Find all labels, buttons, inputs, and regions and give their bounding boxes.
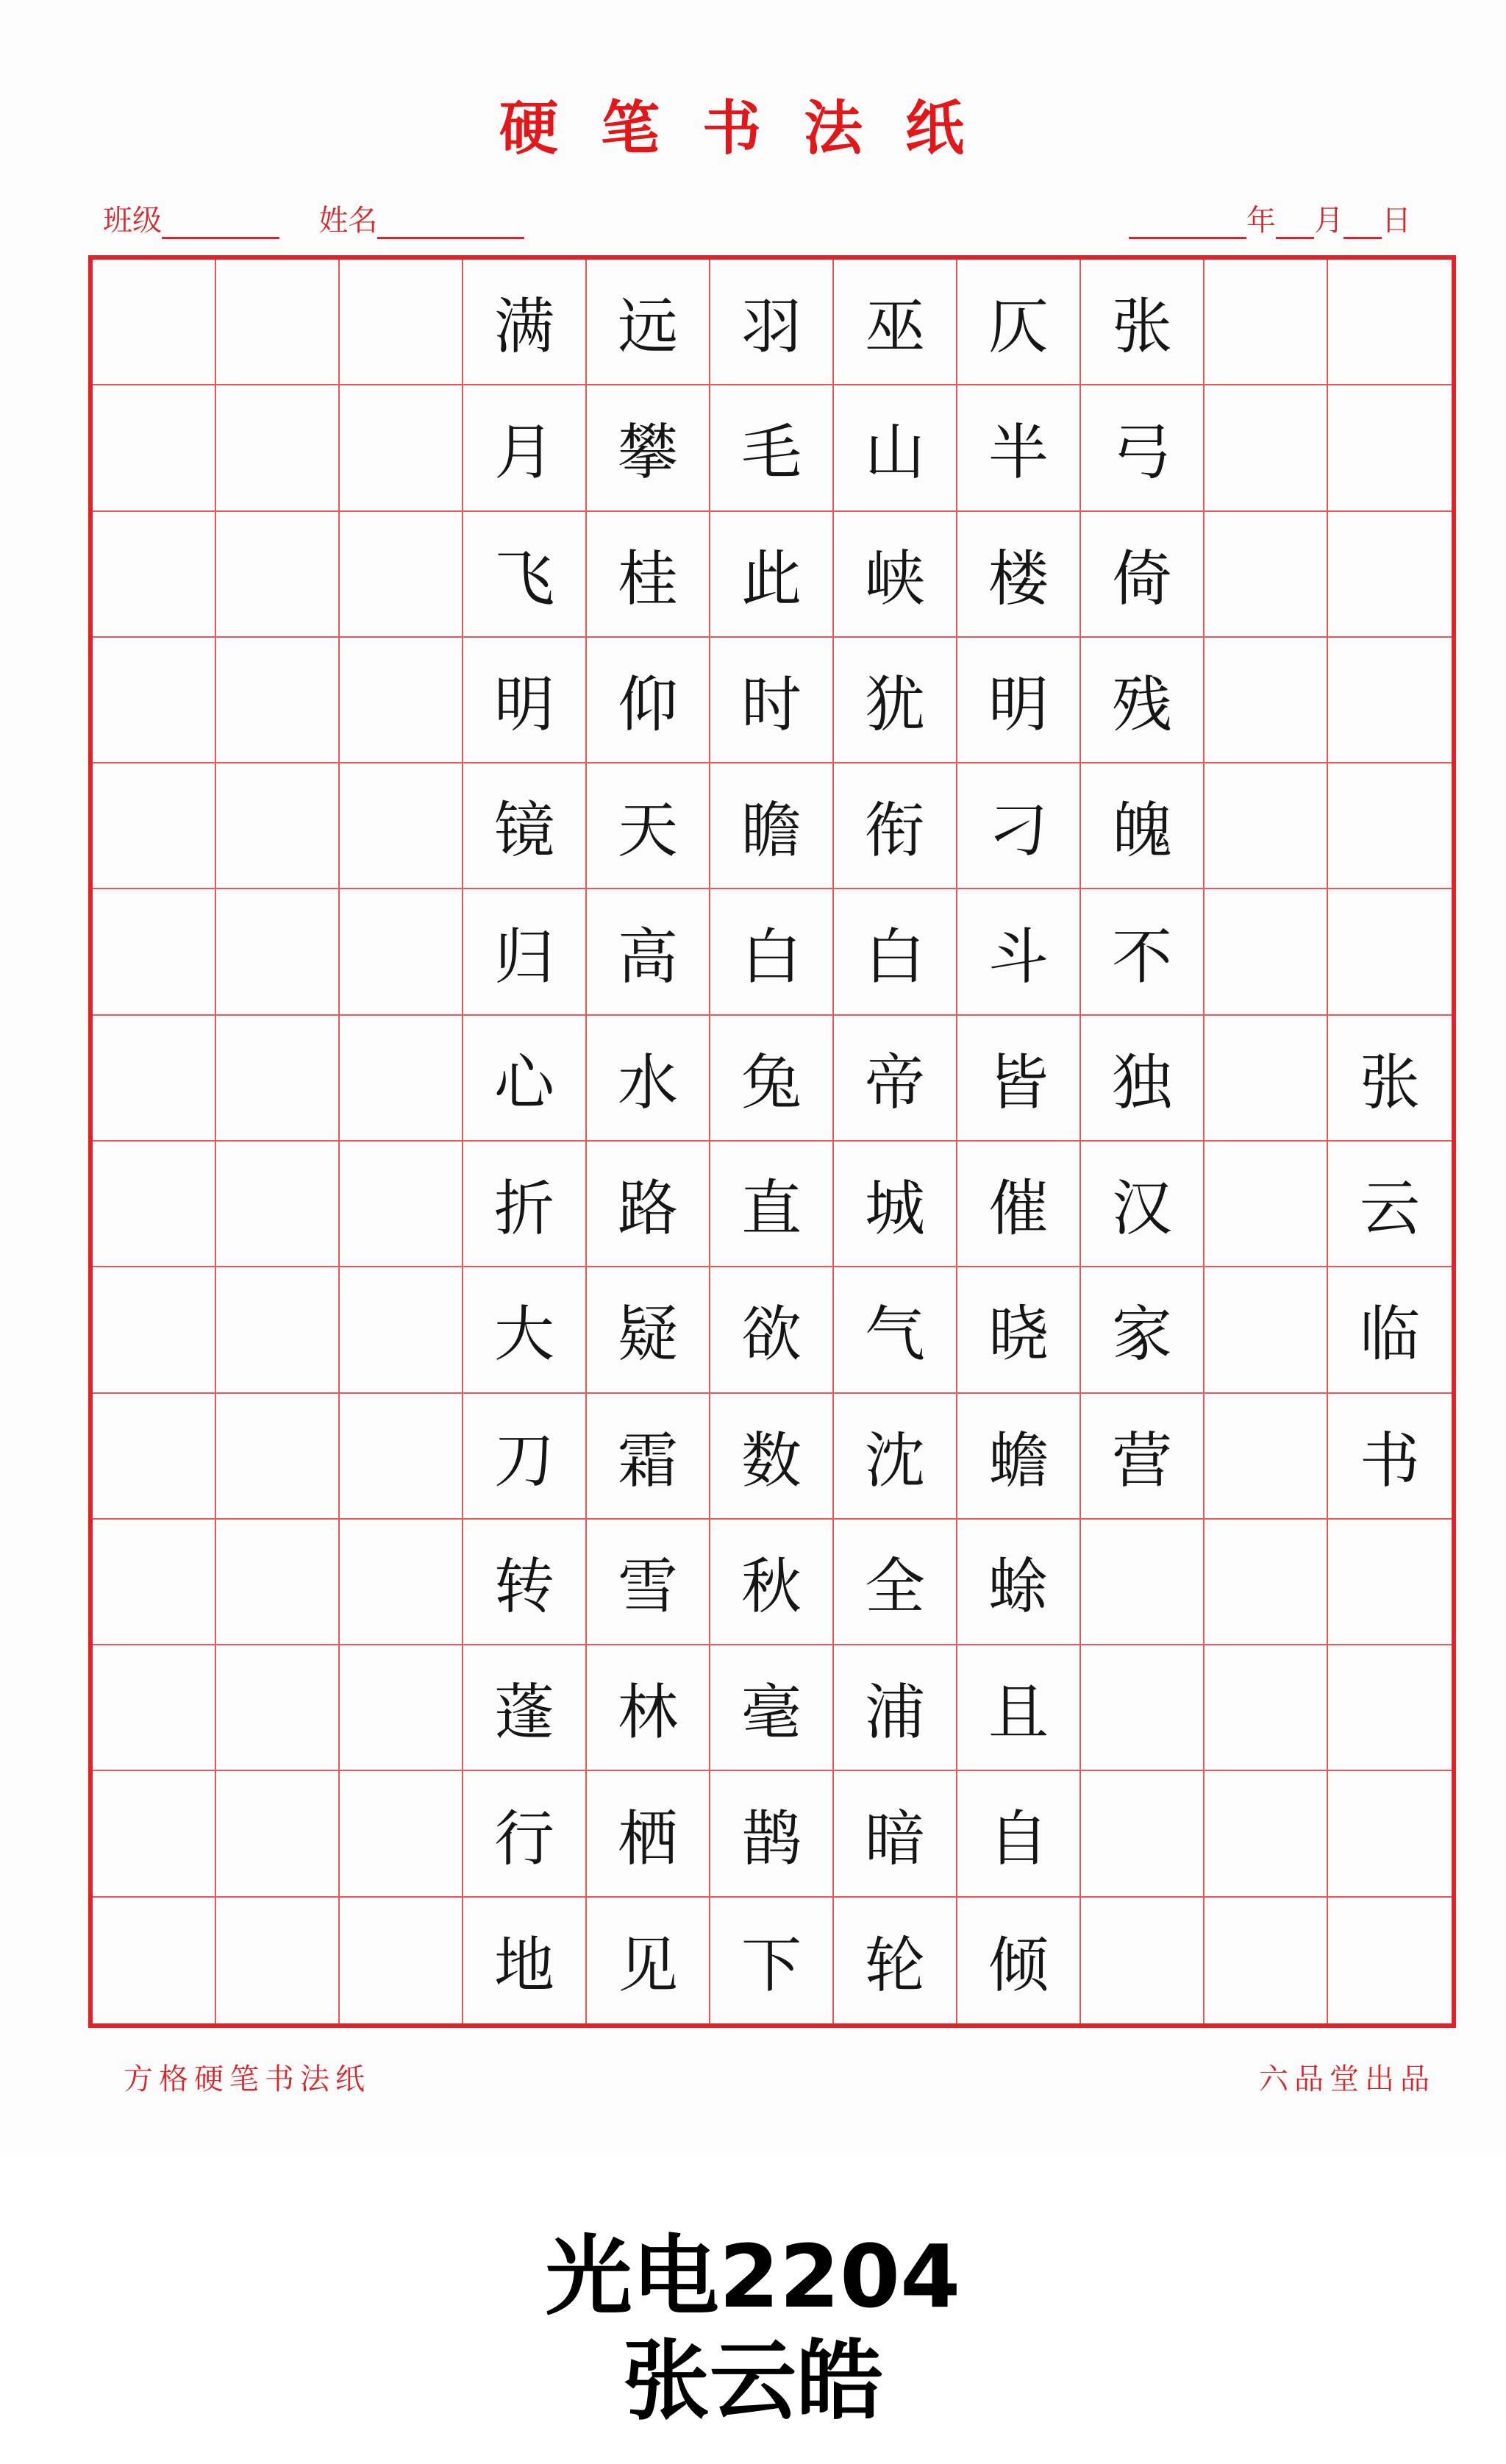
class-blank: [162, 210, 279, 239]
grid-cell: [93, 260, 216, 385]
grid-cell: 轮: [834, 1898, 957, 2023]
grid-cell: 折: [463, 1142, 587, 1267]
grid-cell: 峡: [834, 512, 957, 638]
grid-cell: [93, 1394, 216, 1520]
grid-cell: 白: [834, 889, 957, 1015]
grid-cell: [216, 638, 340, 763]
grid-cell: 秋: [710, 1520, 834, 1645]
grid-cell: [1328, 638, 1452, 763]
grid-cell: 残: [1081, 638, 1205, 763]
grid-cell: 张: [1328, 1016, 1452, 1142]
grid-cell: 犹: [834, 638, 957, 763]
grid-cell: 白: [710, 889, 834, 1015]
grid-cell: [216, 1016, 340, 1142]
grid-cell: 自: [957, 1771, 1081, 1897]
grid-cell: [340, 1520, 463, 1645]
grid-cell: [93, 763, 216, 889]
grid-cell: 远: [587, 260, 710, 385]
grid-cell: [340, 1645, 463, 1771]
grid-cell: [216, 1771, 340, 1897]
grid-cell: 明: [463, 638, 587, 763]
day-label: 日: [1382, 204, 1411, 238]
grid-cell: 霜: [587, 1394, 710, 1520]
grid-cell: 弓: [1081, 385, 1205, 511]
grid-cell: [1205, 385, 1328, 511]
grid-cell: [93, 638, 216, 763]
grid-cell: [1205, 512, 1328, 638]
grid-cell: [93, 512, 216, 638]
footer-right: 六品堂出品: [1259, 2062, 1435, 2096]
grid-cell: [1328, 260, 1452, 385]
grid-cell: [1205, 1645, 1328, 1771]
grid-cell: [340, 1267, 463, 1393]
grid-cell: 大: [463, 1267, 587, 1393]
grid-cell: [93, 1645, 216, 1771]
grid-cell: 疑: [587, 1267, 710, 1393]
grid-cell: 见: [587, 1898, 710, 2023]
grid-cell: 皆: [957, 1016, 1081, 1142]
grid-cell: 转: [463, 1520, 587, 1645]
grid-cell: 不: [1081, 889, 1205, 1015]
grid-cell: 山: [834, 385, 957, 511]
grid-cell: 全: [834, 1520, 957, 1645]
grid-cell: [340, 1016, 463, 1142]
grid-cell: [216, 260, 340, 385]
month-blank: [1276, 210, 1314, 239]
name-label: 姓名: [318, 204, 378, 238]
grid-cell: 心: [463, 1016, 587, 1142]
grid-cell: [216, 1267, 340, 1393]
grid-cell: 刁: [957, 763, 1081, 889]
grid-cell: 倚: [1081, 512, 1205, 638]
grid-cell: 刀: [463, 1394, 587, 1520]
grid-cell: 催: [957, 1142, 1081, 1267]
grid-cell: 浦: [834, 1645, 957, 1771]
grid-cell: [1205, 638, 1328, 763]
grid-cell: 倾: [957, 1898, 1081, 2023]
grid-cell: [93, 1771, 216, 1897]
grid-cell: 水: [587, 1016, 710, 1142]
grid-cell: 明: [957, 638, 1081, 763]
grid-cell: 林: [587, 1645, 710, 1771]
grid-cell: [216, 1142, 340, 1267]
caption-name: 张云皓: [622, 2330, 883, 2432]
grid-cell: [1205, 1016, 1328, 1142]
grid-cell: 栖: [587, 1771, 710, 1897]
year-label: 年: [1246, 204, 1276, 238]
month-label: 月: [1314, 204, 1343, 238]
grid-cell: 且: [957, 1645, 1081, 1771]
grid-cell: [1328, 763, 1452, 889]
grid-cell: 汉: [1081, 1142, 1205, 1267]
grid-cell: [340, 763, 463, 889]
grid-cell: [340, 1771, 463, 1897]
grid-cell: 沈: [834, 1394, 957, 1520]
grid-cell: [1328, 385, 1452, 511]
grid-cell: 城: [834, 1142, 957, 1267]
grid-cell: 书: [1328, 1394, 1452, 1520]
grid-cell: 桂: [587, 512, 710, 638]
grid-cell: [93, 1520, 216, 1645]
grid-cell: [1328, 1771, 1452, 1897]
grid-cell: 蓬: [463, 1645, 587, 1771]
day-blank: [1343, 210, 1382, 239]
paper-title: 硬笔书法纸: [499, 93, 1007, 163]
grid-cell: [1205, 1771, 1328, 1897]
grid-cell: 魄: [1081, 763, 1205, 889]
grid-cell: [216, 1898, 340, 2023]
grid-cell: [1081, 1898, 1205, 2023]
grid-cell: 营: [1081, 1394, 1205, 1520]
grid-cell: 雪: [587, 1520, 710, 1645]
grid-cell: 仄: [957, 260, 1081, 385]
grid-cell: 行: [463, 1771, 587, 1897]
grid-cell: 巫: [834, 260, 957, 385]
grid-cell: 此: [710, 512, 834, 638]
footer-left: 方格硬笔书法纸: [124, 2062, 371, 2096]
grid-cell: [1081, 1520, 1205, 1645]
grid-cell: 路: [587, 1142, 710, 1267]
grid-cell: [340, 385, 463, 511]
grid-cell: [1328, 1520, 1452, 1645]
name-blank: [377, 210, 524, 239]
caption-class: 光电2204: [545, 2226, 961, 2327]
grid-cell: [93, 889, 216, 1015]
grid-cell: 镜: [463, 763, 587, 889]
year-blank: [1129, 210, 1246, 239]
grid-cell: 地: [463, 1898, 587, 2023]
grid-cell: [93, 1267, 216, 1393]
grid-cell: [1328, 1898, 1452, 2023]
grid-cell: [1205, 763, 1328, 889]
grid-cell: 瞻: [710, 763, 834, 889]
grid-cell: [93, 1142, 216, 1267]
grid-cell: 数: [710, 1394, 834, 1520]
grid-cell: 直: [710, 1142, 834, 1267]
grid-cell: [216, 1394, 340, 1520]
grid-cell: [1205, 889, 1328, 1015]
grid-cell: [340, 260, 463, 385]
class-label: 班级: [103, 204, 162, 238]
grid-cell: [340, 638, 463, 763]
grid-cell: 月: [463, 385, 587, 511]
grid-cell: 张: [1081, 260, 1205, 385]
grid-cell: [216, 1645, 340, 1771]
grid-cell: 天: [587, 763, 710, 889]
grid-cell: [1328, 889, 1452, 1015]
grid-cell: [93, 385, 216, 511]
grid-cell: [340, 889, 463, 1015]
grid-cell: 楼: [957, 512, 1081, 638]
grid-cell: [340, 1898, 463, 2023]
grid-cell: 半: [957, 385, 1081, 511]
grid-cell: [216, 512, 340, 638]
grid-cell: [216, 385, 340, 511]
grid-cell: 攀: [587, 385, 710, 511]
grid-cell: [1081, 1645, 1205, 1771]
grid-cell: 斗: [957, 889, 1081, 1015]
grid-cell: [1205, 1520, 1328, 1645]
grid-cell: 仰: [587, 638, 710, 763]
grid-cell: 羽: [710, 260, 834, 385]
grid-cell: 鹊: [710, 1771, 834, 1897]
grid-cell: [216, 1520, 340, 1645]
grid-cell: 毫: [710, 1645, 834, 1771]
grid-cell: 帝: [834, 1016, 957, 1142]
grid-cell: 蜍: [957, 1520, 1081, 1645]
grid-cell: 欲: [710, 1267, 834, 1393]
grid-cell: 家: [1081, 1267, 1205, 1393]
grid-cell: [1205, 260, 1328, 385]
grid-cell: [1328, 512, 1452, 638]
date-header: [1129, 197, 1411, 239]
grid-cell: 临: [1328, 1267, 1452, 1393]
grid-cell: 飞: [463, 512, 587, 638]
grid-cell: [340, 512, 463, 638]
grid-cell: 兔: [710, 1016, 834, 1142]
grid-cell: 晓: [957, 1267, 1081, 1393]
grid-cell: [216, 763, 340, 889]
grid-cell: 蟾: [957, 1394, 1081, 1520]
grid-cell: 衔: [834, 763, 957, 889]
grid-cell: 云: [1328, 1142, 1452, 1267]
grid-cell: 下: [710, 1898, 834, 2023]
grid-cell: 归: [463, 889, 587, 1015]
grid-cell: [340, 1142, 463, 1267]
grid-cell: [1081, 1771, 1205, 1897]
grid-cell: [1205, 1267, 1328, 1393]
grid-cell: [93, 1898, 216, 2023]
class-name-header: [103, 197, 524, 239]
grid-cell: 气: [834, 1267, 957, 1393]
grid-cell: 独: [1081, 1016, 1205, 1142]
grid-cell: [216, 889, 340, 1015]
grid-cell: 暗: [834, 1771, 957, 1897]
grid-cell: [1205, 1142, 1328, 1267]
writing-grid: [88, 255, 1456, 2028]
grid-cell: 毛: [710, 385, 834, 511]
grid-cell: [1205, 1898, 1328, 2023]
grid-cell: [1205, 1394, 1328, 1520]
grid-cell: 满: [463, 260, 587, 385]
grid-cell: 高: [587, 889, 710, 1015]
grid-cell: [1328, 1645, 1452, 1771]
grid-cell: [340, 1394, 463, 1520]
grid-cell: 时: [710, 638, 834, 763]
grid-cell: [93, 1016, 216, 1142]
